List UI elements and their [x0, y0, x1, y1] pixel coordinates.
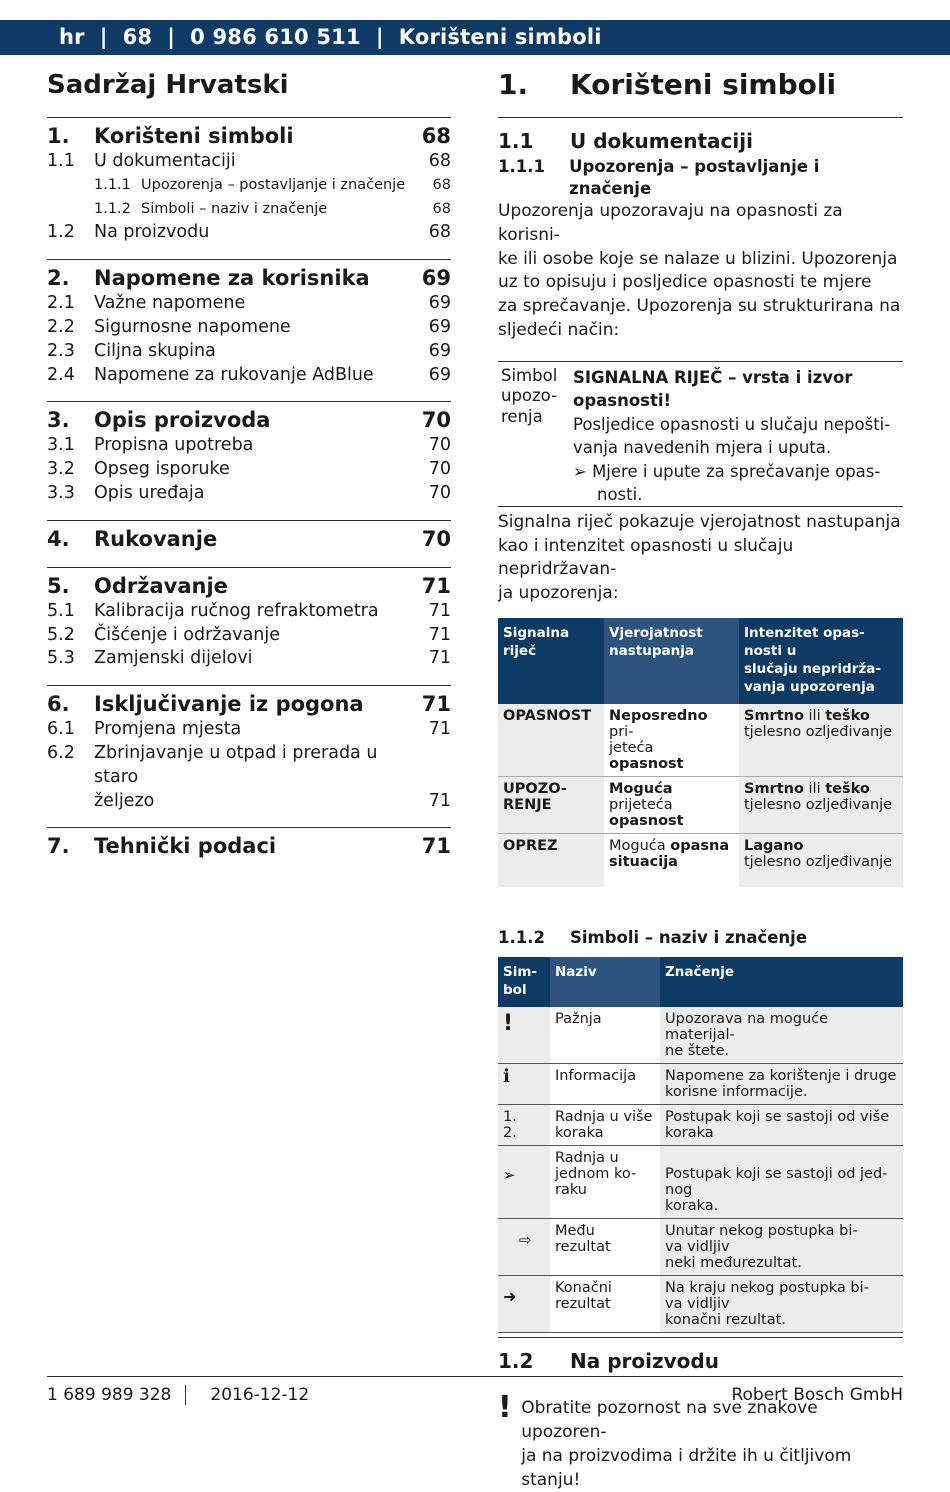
chapter-number: 1.	[498, 68, 529, 101]
toc-label	[94, 198, 411, 222]
name-line: Konačni	[555, 1280, 612, 1297]
exclamation-icon: !	[498, 1390, 512, 1426]
toc-label: Korišteni simboli	[94, 124, 294, 148]
toc-page: 70	[421, 408, 451, 433]
table-header: Intenzitet opas- nosti u slučaju nepridrža- vanja upozorenja	[739, 618, 903, 704]
toc-page: 70	[428, 482, 451, 503]
symbol-name	[550, 1064, 660, 1105]
intensity-cell: Smrtno ili teško tjelesno ozljeđivanje	[739, 776, 903, 833]
numbered-steps-icon: 1. 2.	[503, 1109, 517, 1142]
section-number: 1.1	[498, 129, 534, 153]
toc-label: Opseg isporuke	[94, 459, 230, 480]
table-row	[498, 704, 903, 777]
toc-page: 69	[428, 364, 451, 385]
toc-number: 6.2	[47, 742, 75, 763]
name-line: Radnja u više	[555, 1109, 653, 1126]
toc-page: 71	[428, 600, 451, 621]
meaning-line: Unutar nekog postupka bi-	[665, 1223, 858, 1240]
toc-number: 2.3	[47, 340, 75, 361]
table-header: Sim- bol	[498, 957, 550, 1007]
arrowhead-icon: ➢	[503, 1166, 516, 1185]
note-line: ja na proizvodima i držite ih u čitljivom stanju!	[521, 1446, 852, 1491]
toc-number: 6.	[47, 692, 70, 717]
symbol-name	[550, 1146, 660, 1219]
toc-label-text: Simboli – naziv i značenje	[141, 200, 328, 217]
toc-label: Propisna upotreba	[94, 435, 254, 456]
probability-cell: Moguća opasna situacija	[604, 833, 739, 887]
toc-label	[94, 174, 411, 198]
toc-page: 71	[421, 573, 451, 598]
meaning-line: Napomene za korištenje i druge	[665, 1068, 897, 1085]
toc-subsection[interactable]	[47, 600, 451, 624]
toc-number: 2.2	[47, 316, 75, 337]
table-row	[498, 776, 903, 833]
toc-number: 3.2	[47, 459, 75, 480]
symbol-cell	[498, 1105, 550, 1146]
toc-page: 70	[428, 435, 451, 456]
toc-number: 1.1.2	[94, 200, 131, 217]
para-line: Upozorenja upozoravaju na opasnosti za korisni-	[498, 201, 843, 245]
toc-subsection[interactable]	[47, 340, 451, 364]
meaning-line: va vidljiv	[665, 1239, 730, 1256]
toc-number: 5.3	[47, 648, 75, 669]
meaning-line: neki međurezultat.	[665, 1255, 802, 1272]
consequence-line: Posljedice opasnosti u slučaju nepošti-	[573, 414, 891, 434]
toc-number: 5.1	[47, 600, 75, 621]
toc-number: 3.	[47, 408, 70, 433]
symbol-meaning	[660, 1105, 903, 1146]
chapter-title	[498, 66, 903, 118]
symbol-table	[498, 957, 903, 1333]
signal-word-paragraph	[498, 511, 903, 606]
toc-number: 7.	[47, 834, 70, 859]
signal-word-table	[498, 618, 903, 888]
symbol-meaning	[660, 1146, 903, 1219]
document-number: 1 689 989 328	[47, 1385, 172, 1405]
meaning-line: Upozorava na moguće materijal-	[665, 1011, 829, 1044]
toc-number: 2.4	[47, 364, 75, 385]
toc-page: 68	[421, 124, 451, 148]
toc-page: 71	[428, 624, 451, 645]
toc-number: 1.2	[47, 222, 75, 243]
probability-cell: Neposredno pri- jeteća opasnost	[604, 704, 739, 777]
subsection-label: Upozorenja – postavljanje i značenje	[569, 157, 820, 198]
toc-subsubsection[interactable]	[47, 198, 451, 222]
meaning-line: va vidljiv	[665, 1296, 730, 1313]
toc-label: Napomene za korisnika	[94, 266, 370, 291]
label-line: Simbol	[501, 365, 558, 385]
subsection-heading-1-1-2	[498, 927, 903, 949]
toc-section	[47, 520, 451, 553]
toc-number: 2.1	[47, 293, 75, 314]
toc-number: 4.	[47, 526, 70, 551]
toc-number: 5.2	[47, 624, 75, 645]
toc-page: 68	[432, 200, 451, 217]
toc-label: Čišćenje i održavanje	[94, 624, 281, 645]
hollow-arrow-icon: ⇨	[519, 1231, 532, 1250]
table-header: Naziv	[550, 957, 660, 1007]
table-row	[498, 833, 903, 887]
toc-page: 71	[428, 790, 451, 811]
meaning-line: Na kraju nekog postupka bi-	[665, 1280, 869, 1297]
table-row	[498, 1105, 903, 1146]
table-header: Značenje	[660, 957, 903, 1007]
toc-subsection[interactable]	[47, 292, 451, 316]
symbol-cell	[498, 1146, 550, 1219]
consequence-line: vanja navedenih mjera i uputa.	[573, 438, 832, 458]
toc-page: 68	[432, 176, 451, 193]
para-line: ja upozorenja:	[498, 583, 619, 604]
toc-label: Sigurnosne napomene	[94, 316, 291, 337]
probability-cell: Moguća prijeteća opasnost	[604, 776, 739, 833]
toc-label-text: Upozorenja – postavljanje i značenje	[141, 176, 406, 193]
symbol-meaning	[660, 1276, 903, 1333]
name-line: jednom ko-	[555, 1166, 637, 1183]
section-heading-1-1	[498, 128, 903, 154]
warning-structure-box	[498, 361, 903, 507]
toc-number: 5.	[47, 573, 70, 598]
name-line: Informacija	[555, 1068, 637, 1085]
toc-page: 69	[421, 266, 451, 291]
toc-label: Promjena mjesta	[94, 719, 242, 740]
toc-subsection[interactable]	[47, 221, 451, 245]
toc-label: Isključivanje iz pogona	[94, 692, 364, 717]
subsection-heading-1-1-1	[498, 156, 903, 200]
signal-word: UPOZO- RENJE	[498, 776, 604, 833]
symbol-meaning	[660, 1064, 903, 1105]
toc-subsubsection[interactable]	[47, 174, 451, 198]
subsection-number: 1.1.2	[498, 928, 545, 948]
signal-word-line: opasnosti!	[573, 391, 672, 411]
toc-page: 71	[421, 834, 451, 859]
toc-label: Održavanje	[94, 573, 228, 598]
warning-structure-text	[573, 366, 903, 506]
table-row	[498, 1276, 903, 1333]
toc-label-text: željezo	[94, 790, 155, 811]
footer-divider	[185, 1385, 186, 1405]
para-line: kao i intenzitet opasnosti u slučaju nepridržavan-	[498, 535, 794, 580]
table-row	[498, 1146, 903, 1219]
company-name: Robert Bosch GmbH	[731, 1385, 903, 1405]
intensity-cell: Smrtno ili teško tjelesno ozljeđivanje	[739, 704, 903, 777]
signal-word-line: SIGNALNA RIJEČ – vrsta i izvor	[573, 367, 853, 387]
symbol-cell	[498, 1064, 550, 1105]
toc-label: Ciljna skupina	[94, 340, 216, 361]
toc-chapter[interactable]	[47, 832, 451, 860]
toc-subsection[interactable]	[47, 647, 451, 671]
symbol-meaning	[660, 1219, 903, 1276]
toc-page: 71	[421, 692, 451, 717]
table-header: Vjerojatnost nastupanja	[604, 618, 739, 704]
measure-line: nosti.	[597, 485, 643, 505]
para-line: sljedeći način:	[498, 319, 620, 340]
toc-subsection[interactable]	[47, 364, 451, 388]
signal-word: OPASNOST	[498, 704, 604, 777]
toc-label: Rukovanje	[94, 526, 218, 551]
toc-chapter[interactable]	[47, 525, 451, 553]
toc-chapter[interactable]	[47, 690, 451, 718]
meaning-line: nog	[665, 1182, 693, 1199]
table-row	[498, 1219, 903, 1276]
measure-line: ➢ Mjere i upute za sprečavanje opas-	[573, 461, 881, 481]
toc-chapter[interactable]	[47, 122, 451, 150]
page-header-bar	[0, 20, 950, 55]
toc-label: Napomene za rukovanje AdBlue	[94, 364, 374, 385]
toc-title: Sadržaj Hrvatski	[47, 66, 451, 118]
toc-label: Kalibracija ručnog refraktometra	[94, 600, 379, 621]
toc-section	[47, 567, 451, 671]
toc-page: 70	[421, 526, 451, 551]
intensity-cell: Lagano tjelesno ozljeđivanje	[739, 833, 903, 887]
toc-subsection[interactable]	[47, 624, 451, 648]
para-line: za sprečavanje. Upozorenja su strukturirana na	[498, 296, 901, 317]
toc-section	[47, 685, 451, 813]
note-line: Obratite pozornost na sve znakove upozoren-	[521, 1398, 818, 1443]
toc-number: 1.1.1	[94, 176, 131, 193]
para-line: Signalna riječ pokazuje vjerojatnost nastupanja	[498, 511, 901, 532]
toc-number: 3.3	[47, 482, 75, 503]
toc-page: 69	[428, 340, 451, 361]
section-label: U dokumentaciji	[570, 129, 753, 153]
toc-page: 69	[428, 316, 451, 337]
toc-page: 69	[428, 293, 451, 314]
toc-chapter[interactable]	[47, 406, 451, 434]
toc-label: Zamjenski dijelovi	[94, 648, 253, 669]
meaning-line: Postupak koji se sastoji od više	[665, 1109, 890, 1126]
signal-word: OPREZ	[498, 833, 604, 887]
toc-chapter[interactable]	[47, 572, 451, 600]
toc-section	[47, 259, 451, 387]
name-line: Pažnja	[555, 1011, 602, 1028]
toc-section	[47, 118, 451, 245]
table-header: Signalna riječ	[498, 618, 604, 704]
page-footer	[47, 1376, 903, 1407]
symbol-meaning	[660, 1007, 903, 1064]
table-of-contents	[47, 66, 451, 874]
toc-number: 1.	[47, 124, 70, 148]
symbol-name	[550, 1007, 660, 1064]
toc-number: 1.1	[47, 151, 75, 171]
toc-section	[47, 401, 451, 505]
section-label: Na proizvodu	[570, 1349, 719, 1374]
toc-page: 68	[428, 222, 451, 243]
symbol-name	[550, 1276, 660, 1333]
name-line: rezultat	[555, 1296, 611, 1313]
toc-subsection[interactable]	[47, 458, 451, 482]
toc-label: U dokumentaciji	[94, 151, 236, 171]
name-line: Među	[555, 1223, 595, 1240]
table-row	[498, 1007, 903, 1064]
toc-label: Tehnički podaci	[94, 834, 277, 859]
toc-label-text: Zbrinjavanje u otpad i prerada u staro	[94, 742, 378, 787]
meaning-line: Postupak koji se sastoji od jed-	[665, 1166, 888, 1183]
arrow-right-icon: ➜	[503, 1287, 517, 1307]
warning-symbol-label	[501, 366, 573, 506]
symbol-name	[550, 1219, 660, 1276]
name-line: koraka	[555, 1125, 604, 1142]
para-line: ke ili osobe koje se nalaze u blizini. Upozorenja	[498, 248, 898, 269]
toc-subsection[interactable]	[47, 434, 451, 458]
toc-label: Opis uređaja	[94, 482, 205, 503]
document-date: 2016-12-12	[210, 1385, 310, 1405]
header-text: hr | 68 | 0 986 610 511 | Korišteni simboli	[59, 25, 602, 49]
meaning-line: ne štete.	[665, 1043, 730, 1060]
symbol-name	[550, 1105, 660, 1146]
toc-label: Na proizvodu	[94, 222, 210, 243]
subsection-number: 1.1.1	[498, 157, 545, 176]
toc-chapter[interactable]	[47, 264, 451, 292]
toc-label: Važne napomene	[94, 293, 246, 314]
exclamation-icon: !	[503, 1011, 514, 1037]
toc-section	[47, 827, 451, 860]
toc-number: 3.1	[47, 435, 75, 456]
meaning-line: koraka.	[665, 1198, 719, 1215]
subsection-label: Simboli – naziv i značenje	[570, 928, 808, 948]
warning-intro-paragraph	[498, 200, 903, 343]
toc-subsection[interactable]	[47, 482, 451, 506]
toc-page: 68	[428, 151, 451, 171]
symbol-cell	[498, 1007, 550, 1064]
info-icon: ℹ	[503, 1066, 510, 1088]
toc-subsection[interactable]	[47, 742, 451, 813]
label-line: renja	[501, 406, 543, 426]
toc-label	[94, 742, 411, 813]
meaning-line: korisne informacije.	[665, 1084, 808, 1101]
note-text	[521, 1396, 903, 1492]
section-heading-1-2	[498, 1337, 903, 1374]
toc-page: 71	[428, 648, 451, 669]
section-number: 1.2	[498, 1349, 534, 1374]
toc-page: 70	[428, 459, 451, 480]
name-line: raku	[555, 1182, 587, 1199]
toc-subsection[interactable]	[47, 150, 451, 174]
toc-number: 6.1	[47, 719, 75, 740]
meaning-line: koraka	[665, 1125, 714, 1142]
toc-label: Opis proizvoda	[94, 408, 271, 433]
chapter-label: Korišteni simboli	[570, 68, 837, 101]
meaning-line: konačni rezultat.	[665, 1312, 786, 1329]
toc-subsection[interactable]	[47, 718, 451, 742]
content-column	[498, 66, 903, 1492]
name-line: rezultat	[555, 1239, 611, 1256]
symbol-cell	[498, 1219, 550, 1276]
toc-page: 71	[428, 719, 451, 740]
symbol-cell	[498, 1276, 550, 1333]
toc-subsection[interactable]	[47, 316, 451, 340]
toc-body	[47, 118, 451, 860]
para-line: uz to opisuju i posljedice opasnosti te mjere	[498, 272, 872, 293]
toc-number: 2.	[47, 266, 70, 291]
name-line: Radnja u	[555, 1150, 619, 1167]
label-line: upozo-	[501, 386, 558, 406]
table-row	[498, 1064, 903, 1105]
